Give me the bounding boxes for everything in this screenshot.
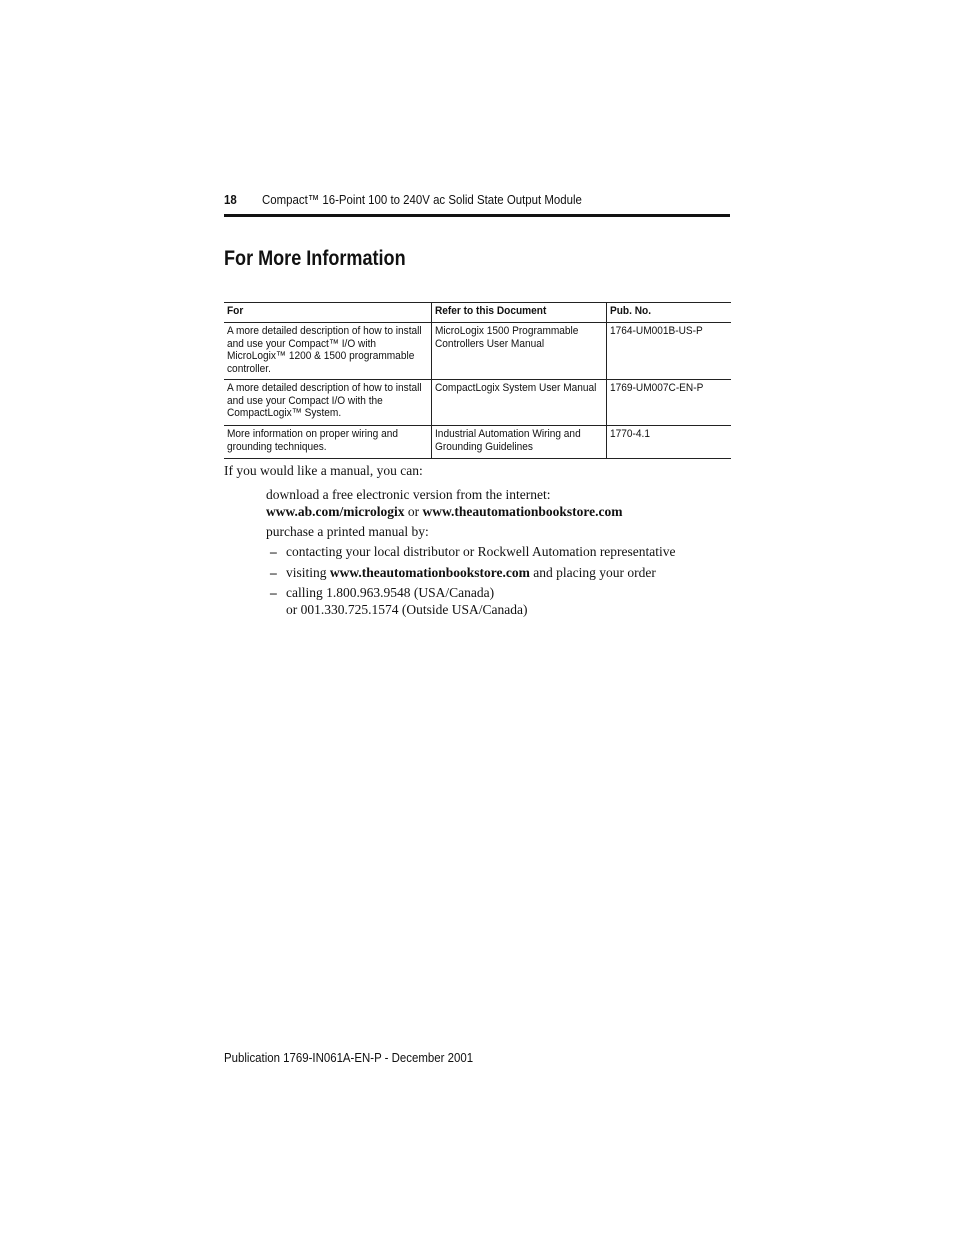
column-header-for: For bbox=[224, 303, 432, 323]
cell-pub-no: 1769-UM007C-EN-P bbox=[606, 380, 731, 426]
cell-document: CompactLogix System User Manual bbox=[432, 380, 606, 426]
table-header-row bbox=[224, 303, 731, 323]
cell-document: Industrial Automation Wiring and Grounding Guidelines bbox=[432, 426, 606, 459]
cell-document: MicroLogix 1500 Programmable Controllers User Manual bbox=[432, 323, 606, 380]
section-heading: For More Information bbox=[224, 247, 406, 270]
purchase-text: purchase a printed manual by: bbox=[266, 524, 429, 539]
reference-table bbox=[224, 302, 731, 459]
table-row bbox=[224, 426, 731, 459]
cell-pub-no: 1764-UM001B-US-P bbox=[606, 323, 731, 380]
link-bookstore-visit[interactable]: www.theautomationbookstore.com bbox=[329, 565, 530, 580]
page-number: 18 bbox=[224, 192, 237, 207]
bullet-dash: – bbox=[270, 544, 277, 559]
download-links bbox=[266, 504, 623, 520]
bullet-dash: – bbox=[270, 585, 277, 600]
table-row bbox=[224, 380, 731, 426]
column-header-document: Refer to this Document bbox=[432, 303, 606, 323]
visit-suffix: and placing your order bbox=[533, 565, 656, 580]
link-micrologix[interactable]: www.ab.com/micrologix bbox=[266, 504, 405, 519]
column-header-pub-no: Pub. No. bbox=[606, 303, 731, 323]
table-row bbox=[224, 323, 731, 380]
header-rule bbox=[224, 214, 730, 217]
bullet-dash: – bbox=[270, 565, 277, 580]
visit-prefix: visiting bbox=[286, 565, 327, 580]
bullet-visit bbox=[286, 565, 656, 581]
cell-for: A more detailed description of how to install and use your Compact™ I/O with MicroLogix™ 1200 & 1500 programmable controller. bbox=[224, 323, 432, 380]
bullet-call-line2: or 001.330.725.1574 (Outside USA/Canada) bbox=[286, 602, 528, 617]
download-text: download a free electronic version from the internet: bbox=[266, 487, 551, 502]
intro-text: If you would like a manual, you can: bbox=[224, 463, 423, 478]
publication-footer: Publication 1769-IN061A-EN-P - December 2001 bbox=[224, 1050, 474, 1065]
cell-for: More information on proper wiring and grounding techniques. bbox=[224, 426, 432, 459]
cell-pub-no: 1770-4.1 bbox=[606, 426, 731, 459]
link-bookstore[interactable]: www.theautomationbookstore.com bbox=[422, 504, 623, 519]
bullet-contact: contacting your local distributor or Rockwell Automation representative bbox=[286, 544, 676, 559]
or-text: or bbox=[407, 504, 420, 519]
cell-for: A more detailed description of how to install and use your Compact I/O with the CompactLogix™ System. bbox=[224, 380, 432, 426]
running-title: Compact™ 16-Point 100 to 240V ac Solid State Output Module bbox=[262, 192, 582, 207]
bullet-call-line1: calling 1.800.963.9548 (USA/Canada) bbox=[286, 585, 495, 600]
